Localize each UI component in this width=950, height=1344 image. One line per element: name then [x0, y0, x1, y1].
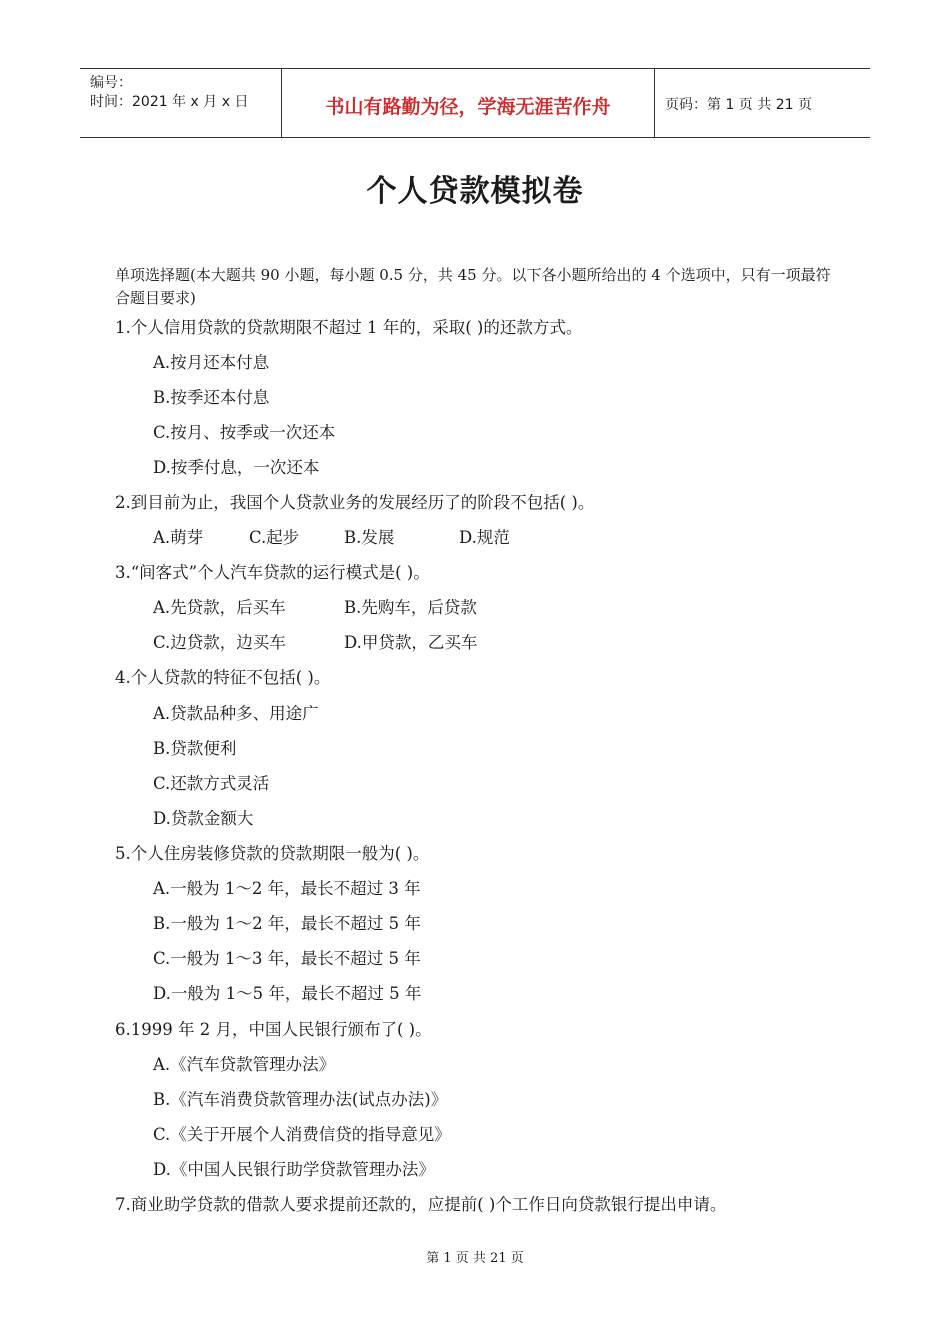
- q3-options-row-2: [153, 629, 477, 653]
- motto: 书山有路勤为径，学海无涯苦作舟: [325, 96, 611, 118]
- q2-option-a: A.萌芽: [153, 528, 204, 547]
- question-5: 5.个人住房装修贷款的贷款期限一般为( )。: [115, 844, 430, 863]
- q1-option-d: D.按季付息，一次还本: [153, 458, 320, 477]
- q2-option-c: C.起步: [249, 528, 300, 547]
- q5-option-a: A.一般为 1～2 年，最长不超过 3 年: [153, 879, 421, 898]
- q4-option-b: B.贷款便利: [153, 739, 237, 758]
- q1-option-b: B.按季还本付息: [153, 388, 270, 407]
- q1-option-a: A.按月还本付息: [153, 353, 270, 372]
- q4-option-d: D.贷款金额大: [153, 809, 254, 828]
- q5-option-d: D.一般为 1～5 年，最长不超过 5 年: [153, 984, 422, 1003]
- section-instructions: 单项选择题(本大题共 90 小题，每小题 0.5 分，共 45 分。以下各小题所给出的 4 个选项中，只有一项最符合题目要求): [115, 266, 831, 307]
- header-page-cell: [655, 69, 870, 137]
- question-4: 4.个人贷款的特征不包括( )。: [115, 668, 331, 687]
- time-label: 时间：2021 年 x 月 x 日: [90, 94, 249, 110]
- q6-option-c: C.《关于开展个人消费信贷的指导意见》: [153, 1125, 451, 1144]
- q4-option-c: C.还款方式灵活: [153, 774, 270, 793]
- page-number-label: 页码：第 1 页 共 21 页: [665, 97, 812, 113]
- question-3: 3.“间客式”个人汽车贷款的运行模式是( )。: [115, 563, 430, 582]
- question-7: 7.商业助学贷款的借款人要求提前还款的，应提前( )个工作日向贷款银行提出申请。: [115, 1195, 727, 1214]
- header-info-cell: [80, 69, 282, 137]
- question-6: 6.1999 年 2 月，中国人民银行颁布了( )。: [115, 1020, 432, 1039]
- header-table: [80, 68, 870, 138]
- q5-option-b: B.一般为 1～2 年，最长不超过 5 年: [153, 914, 421, 933]
- q2-option-d: D.规范: [459, 528, 510, 547]
- q3-option-d: D.甲贷款，乙买车: [344, 633, 478, 652]
- page-footer: 第 1 页 共 21 页: [426, 1251, 524, 1266]
- q2-option-b: B.发展: [344, 528, 395, 547]
- q3-option-a: A.先贷款，后买车: [153, 598, 286, 617]
- question-2: 2.到目前为止，我国个人贷款业务的发展经历了的阶段不包括( )。: [115, 493, 595, 512]
- q2-options-row: [153, 524, 510, 548]
- q5-option-c: C.一般为 1～3 年，最长不超过 5 年: [153, 949, 421, 968]
- document-title: 个人贷款模拟卷: [366, 174, 584, 209]
- q3-options-row-1: [153, 594, 477, 618]
- question-1: 1.个人信用贷款的贷款期限不超过 1 年的，采取( )的还款方式。: [115, 318, 583, 337]
- header-motto-cell: [282, 69, 655, 137]
- q6-option-d: D.《中国人民银行助学贷款管理办法》: [153, 1160, 435, 1179]
- q3-option-b: B.先购车，后贷款: [344, 598, 477, 617]
- q6-option-a: A.《汽车贷款管理办法》: [153, 1055, 336, 1074]
- q6-option-b: B.《汽车消费贷款管理办法(试点办法)》: [153, 1090, 448, 1109]
- q3-option-c: C.边贷款，边买车: [153, 633, 286, 652]
- q4-option-a: A.贷款品种多、用途广: [153, 704, 319, 723]
- q1-option-c: C.按月、按季或一次还本: [153, 423, 336, 442]
- serial-label: 编号：: [90, 75, 132, 91]
